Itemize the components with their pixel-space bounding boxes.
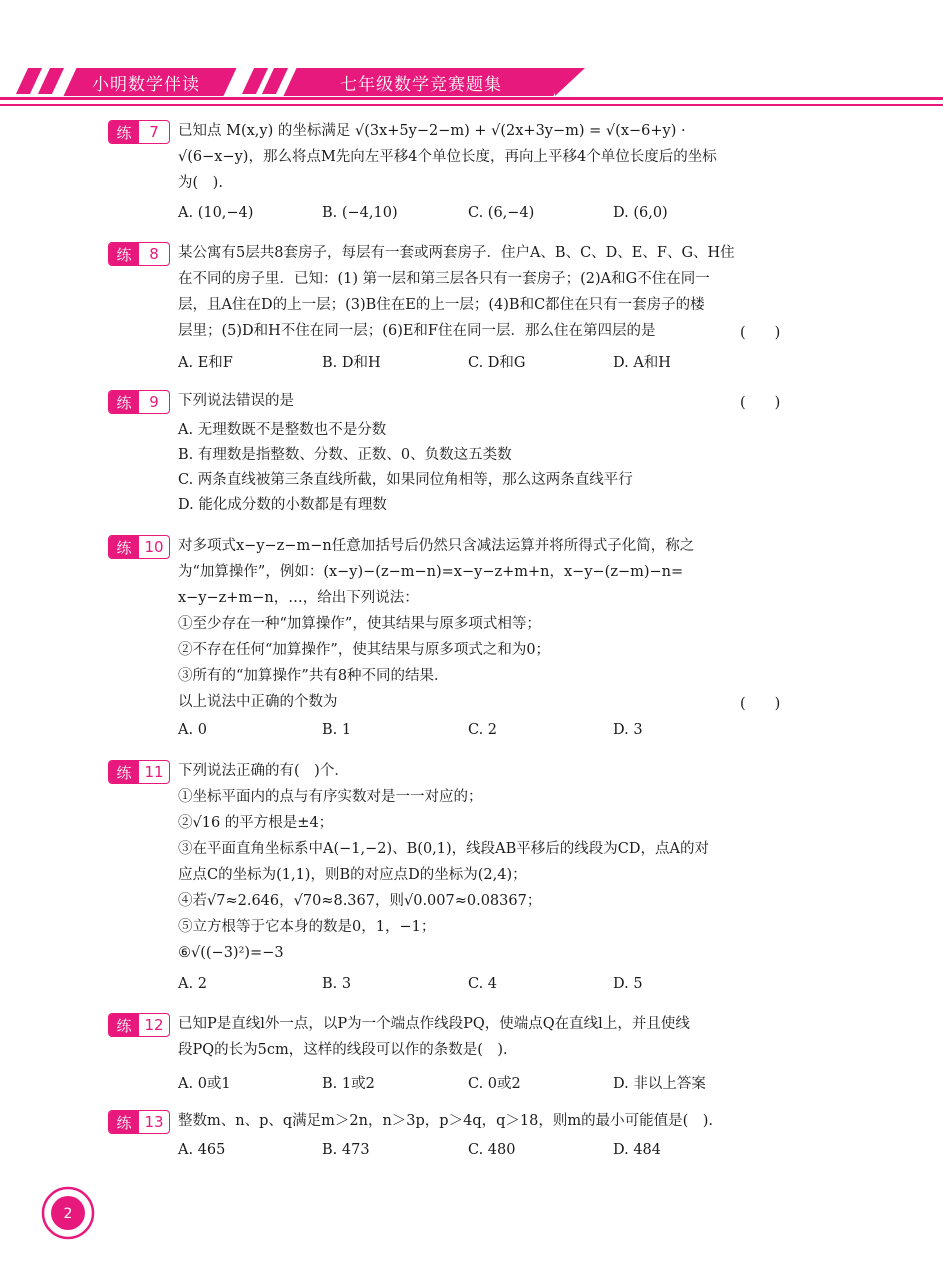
book-series-title: 小明数学伴读 xyxy=(92,75,200,95)
option-d: D. 非以上答案 xyxy=(613,1076,706,1092)
problem-badge xyxy=(108,1013,170,1037)
badge-label: 练 xyxy=(109,121,139,143)
problem-text-line: 层里；(5)D和H不住在同一层；(6)E和F住在同一层．那么住在第四层的是 xyxy=(178,323,656,339)
answer-parentheses: ( ) xyxy=(740,696,781,712)
header-stripe xyxy=(16,68,42,94)
problem-text-line: 下列说法正确的有( )个． xyxy=(178,763,349,779)
problem-number: 8 xyxy=(149,245,159,263)
page-header xyxy=(0,0,943,110)
option-a: A. E和F xyxy=(178,355,233,371)
option-a: A. 0 xyxy=(178,722,207,738)
statement-1: ①坐标平面内的点与有序实数对是一一对应的； xyxy=(178,789,483,805)
option-d: D. 5 xyxy=(613,976,643,992)
problem-text-line: 在不同的房子里．已知：(1) 第一层和第三层各只有一套房子；(2)A和G不住在同一 xyxy=(178,271,710,287)
answer-parentheses: ( ) xyxy=(740,325,781,341)
option-b: B. (−4,10) xyxy=(322,205,398,221)
problem-text-line: 段PQ的长为5cm，这样的线段可以作的条数是( ). xyxy=(178,1042,508,1058)
problem-text-line: 层，且A住在D的上一层；(3)B住在E的上一层；(4)B和C都住在只有一套房子的楼 xyxy=(178,297,705,313)
statement-2: ②不存在任何“加算操作”，使其结果与原多项式之和为0； xyxy=(178,642,551,658)
problem-text-line: 下列说法错误的是 xyxy=(178,393,294,409)
option-d: D. (6,0) xyxy=(613,205,668,221)
statement-5: ⑤立方根等于它本身的数是0，1，−1； xyxy=(178,919,436,935)
problem-text-line: 已知点 M(x,y) 的坐标满足 √(3x+5y−2−m) + √(2x+3y−m) = √(x−6+y) · xyxy=(178,123,686,139)
header-rule xyxy=(0,97,943,100)
problem-text-line: 整数m、n、p、q满足m＞2n，n＞3p，p＞4q，q＞18，则m的最小可能值是( ). xyxy=(178,1113,714,1129)
problem-badge xyxy=(108,760,170,784)
problem-number: 10 xyxy=(144,538,164,556)
header-tab-tail xyxy=(555,68,585,96)
option-c: C. (6,−4) xyxy=(468,205,535,221)
problem-text-line: 为“加算操作”，例如：(x−y)−(z−m−n)=x−y−z+m+n，x−y−(z−m)−n= xyxy=(178,564,684,580)
option-d: D. 能化成分数的小数都是有理数 xyxy=(178,497,387,513)
problem-text-line: 已知P是直线l外一点，以P为一个端点作线段PQ，使端点Q在直线l上，并且使线 xyxy=(178,1016,690,1032)
badge-label: 练 xyxy=(109,536,139,558)
option-c: C. 480 xyxy=(468,1142,516,1158)
badge-label: 练 xyxy=(109,1014,139,1036)
option-a: A. (10,−4) xyxy=(178,205,254,221)
answer-parentheses: ( ) xyxy=(740,395,781,411)
problem-badge xyxy=(108,120,170,144)
statement-4: ④若√7≈2.646，√70≈8.367，则√0.007≈0.08367； xyxy=(178,893,542,909)
badge-label: 练 xyxy=(109,243,139,265)
option-b: B. 473 xyxy=(322,1142,370,1158)
option-a: A. 465 xyxy=(178,1142,226,1158)
statement-3: ③所有的“加算操作”共有8种不同的结果． xyxy=(178,668,449,684)
problem-badge xyxy=(108,535,170,559)
badge-label: 练 xyxy=(109,761,139,783)
problem-badge xyxy=(108,1110,170,1134)
problem-question: 以上说法中正确的个数为 xyxy=(178,694,338,710)
option-b: B. 有理数是指整数、分数、正数、0、负数这五类数 xyxy=(178,447,512,463)
problem-number: 7 xyxy=(149,123,159,141)
problem-number: 11 xyxy=(144,763,164,781)
option-a: A. 0或1 xyxy=(178,1076,231,1092)
problem-text-line: 为( ). xyxy=(178,175,223,191)
page-number-badge xyxy=(40,1185,96,1241)
problem-number: 13 xyxy=(144,1113,164,1131)
option-b: B. 3 xyxy=(322,976,352,992)
option-c: C. 4 xyxy=(468,976,498,992)
statement-6: ⑥√((−3)²)=−3 xyxy=(178,945,284,961)
option-c: C. 2 xyxy=(468,722,498,738)
option-c: C. 0或2 xyxy=(468,1076,521,1092)
header-rule xyxy=(0,104,943,106)
book-title: 七年级数学竞赛题集 xyxy=(340,75,502,95)
option-d: D. 484 xyxy=(613,1142,662,1158)
option-a: A. 2 xyxy=(178,976,207,992)
badge-label: 练 xyxy=(109,1111,139,1133)
option-d: D. A和H xyxy=(613,355,671,371)
statement-2: ②√16 的平方根是±4； xyxy=(178,815,334,831)
problem-badge xyxy=(108,242,170,266)
option-b: B. D和H xyxy=(322,355,381,371)
option-a: A. 无理数既不是整数也不是分数 xyxy=(178,422,387,438)
problem-badge xyxy=(108,390,170,414)
option-b: B. 1 xyxy=(322,722,352,738)
badge-label: 练 xyxy=(109,391,139,413)
statement-1: ①至少存在一种“加算操作”，使其结果与原多项式相等； xyxy=(178,616,541,632)
option-d: D. 3 xyxy=(613,722,643,738)
option-c: C. D和G xyxy=(468,355,526,371)
statement-3: ③在平面直角坐标系中A(−1,−2)、B(0,1)，线段AB平移后的线段为CD，点A的对 xyxy=(178,841,709,857)
statement-3-cont: 应点C的坐标为(1,1)，则B的对应点D的坐标为(2,4)； xyxy=(178,867,527,883)
problem-text-line: x−y−z+m−n，…，给出下列说法： xyxy=(178,590,419,606)
problem-text-line: 某公寓有5层共8套房子，每层有一套或两套房子．住户A、B、C、D、E、F、G、H住 xyxy=(178,245,735,261)
page-number: 2 xyxy=(63,1206,73,1222)
problem-text-line: √(6−x−y)，那么将点M先向左平移4个单位长度，再向上平移4个单位长度后的坐标 xyxy=(178,149,717,165)
problem-number: 12 xyxy=(144,1016,164,1034)
problem-number: 9 xyxy=(149,393,159,411)
problem-text-line: 对多项式x−y−z−m−n任意加括号后仍然只含减法运算并将所得式子化简，称之 xyxy=(178,538,695,554)
option-b: B. 1或2 xyxy=(322,1076,375,1092)
option-c: C. 两条直线被第三条直线所截，如果同位角相等，那么这两条直线平行 xyxy=(178,472,633,488)
header-stripe xyxy=(38,68,64,94)
